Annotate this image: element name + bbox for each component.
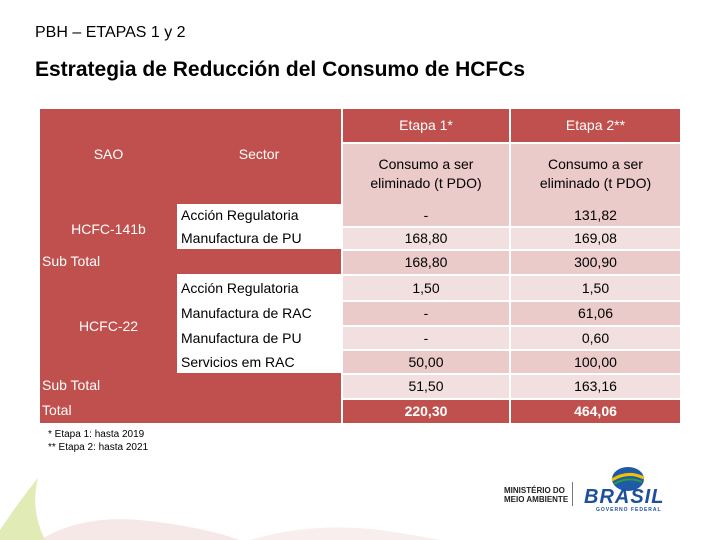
etapa1-header: Etapa 1* <box>343 109 509 142</box>
brasil-wordmark: BRASIL <box>584 486 665 508</box>
sector-cell: Servicios em RAC <box>181 353 295 370</box>
page-subtitle: PBH – ETAPAS 1 y 2 <box>35 24 186 41</box>
etapa1-value: 168,80 <box>343 228 509 249</box>
hcfc141b-label: HCFC-141b <box>71 220 146 237</box>
etapa2-header: Etapa 2** <box>511 109 680 142</box>
etapa2-value: 300,90 <box>511 251 680 274</box>
etapa1-value: - <box>343 302 509 325</box>
sector-cell: Manufactura de PU <box>181 230 302 246</box>
footnote-etapa1: * Etapa 1: hasta 2019 <box>48 429 145 440</box>
etapa2-value: 0,60 <box>511 327 680 349</box>
sector-cell: Manufactura de PU <box>181 329 302 346</box>
hcfc-table <box>40 109 680 423</box>
etapa1-value: 168,80 <box>343 251 509 274</box>
etapa1-value: - <box>343 204 509 226</box>
etapa2-value: 100,00 <box>511 351 680 373</box>
sector-label: Sector <box>238 145 280 162</box>
subtotal-label: Sub Total <box>42 253 101 269</box>
etapa1-value: 51,50 <box>343 375 509 398</box>
governo-federal-text: GOVERNO FEDERAL <box>596 507 662 513</box>
etapa2-consumo-label: Consumo a ser eliminado (t PDO) <box>511 144 680 204</box>
etapa2-total: 464,06 <box>511 400 680 423</box>
sector-cell: Manufactura de RAC <box>181 305 312 321</box>
etapa2-value: 61,06 <box>511 302 680 325</box>
footnotes <box>48 428 148 454</box>
hcfc22-label: HCFC-22 <box>78 317 139 334</box>
subtotal-label: Sub Total <box>42 377 101 393</box>
etapa2-value: 169,08 <box>511 228 680 249</box>
etapa2-value: 1,50 <box>511 276 680 300</box>
total-label: Total <box>42 402 72 418</box>
etapa1-total: 220,30 <box>343 400 509 423</box>
sao-label: SAO <box>93 145 124 162</box>
etapa2-value: 163,16 <box>511 375 680 398</box>
sector-cell: Acción Regulatoria <box>181 206 299 223</box>
etapa1-value: - <box>343 327 509 349</box>
government-logos <box>500 464 700 514</box>
etapa1-value: 1,50 <box>343 276 509 300</box>
ministerio-logo: MINISTÉRIO DO MEIO AMBIENTE <box>504 486 569 504</box>
footnote-etapa2: ** Etapa 2: hasta 2021 <box>48 442 149 453</box>
sector-cell: Acción Regulatoria <box>181 279 299 296</box>
etapa2-value: 131,82 <box>511 204 680 226</box>
etapa1-consumo-label: Consumo a ser eliminado (t PDO) <box>343 144 509 204</box>
page-title: Estrategia de Reducción del Consumo de HCFCs <box>35 58 526 81</box>
etapa1-value: 50,00 <box>343 351 509 373</box>
